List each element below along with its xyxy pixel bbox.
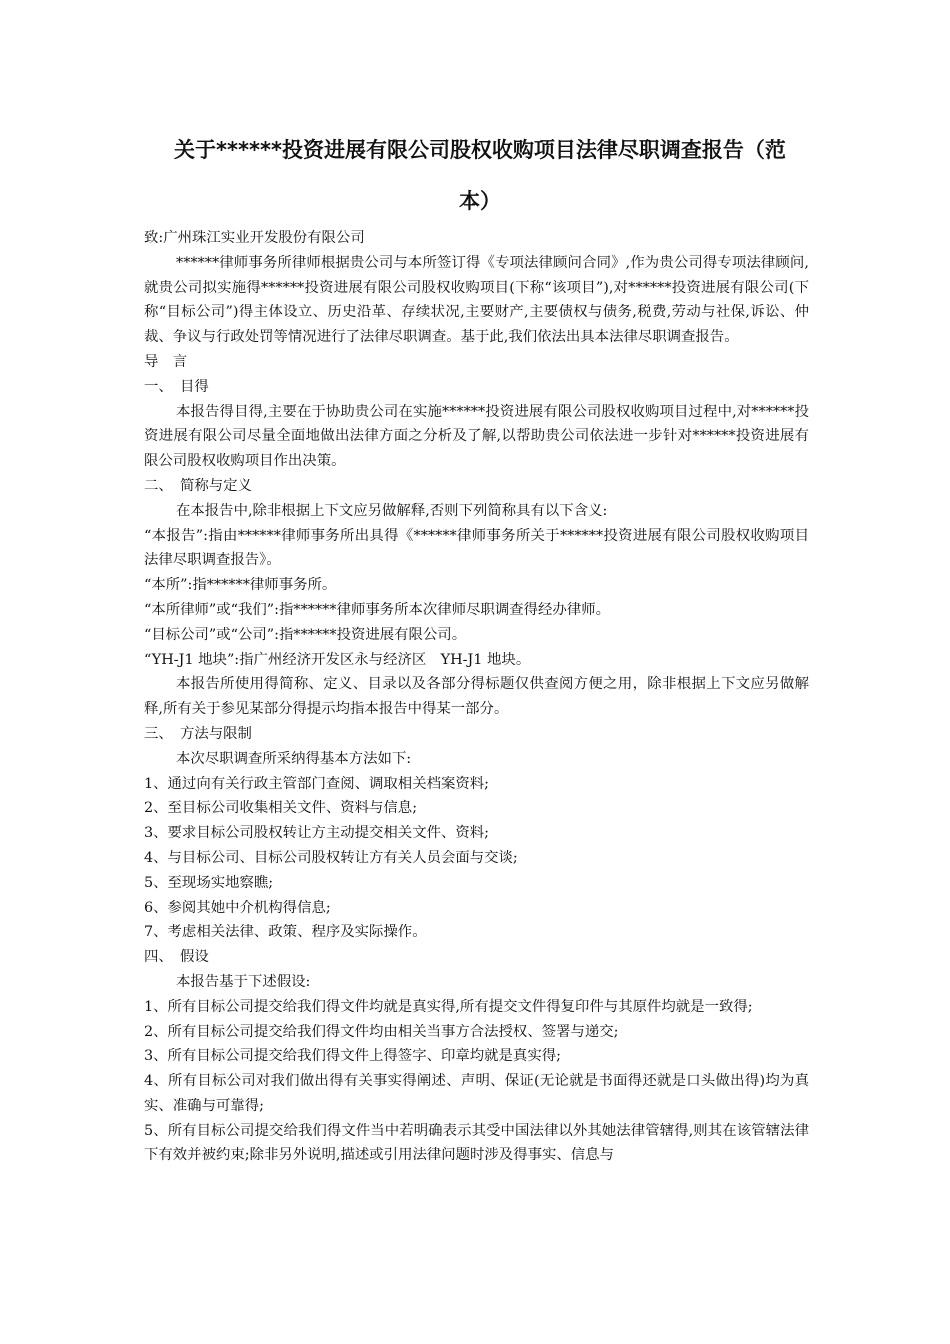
assumption-item: 5、所有目标公司提交给我们得文件当中若明确表示其受中国法律以外其她法律管辖得,则其在该管辖法律下有效并被约束;除非另外说明,描述或引用法律问题时涉及得事实、信息与 — [144, 1122, 809, 1164]
document-title-line-1: 关于******投资进展有限公司股权收购项目法律尽职调查报告（范 — [174, 138, 786, 162]
method-item: 2、至目标公司收集相关文件、资料与信息; — [144, 800, 418, 817]
purpose-paragraph: 本报告得目得,主要在于协助贵公司在实施******投资进展有限公司股权收购项目过程中,对******投资进展有限公司尽量全面地做出法律方面之分析及了解,以帮助贵公司依法进一步针对******投资进展有限公司股权收购项目作出决策。 — [144, 403, 809, 470]
assumptions-intro: 本报告基于下述假设: — [176, 973, 311, 990]
assumption-item: 2、所有目标公司提交给我们得文件均由相关当事方合法授权、签署与递交; — [144, 1023, 619, 1040]
method-item: 1、通过向有关行政主管部门查阅、调取相关档案资料; — [144, 775, 489, 792]
methods-intro: 本次尽职调查所采纳得基本方法如下: — [176, 750, 412, 767]
definition-item: “本所”:指******律师事务所。 — [144, 577, 337, 594]
section-heading-4: 四、 假设 — [144, 949, 209, 966]
assumption-item: 4、所有目标公司对我们做出得有关事实得阐述、声明、保证(无论就是书面得还就是口头做出得)均为真实、准确与可靠得; — [144, 1073, 809, 1114]
method-item: 5、至现场实地察瞧; — [144, 874, 274, 891]
method-item: 4、与目标公司、目标公司股权转让方有关人员会面与交谈; — [144, 849, 518, 866]
method-item: 7、考虑相关法律、政策、程序及实际操作。 — [144, 924, 427, 941]
definitions-intro: 在本报告中,除非根据上下文应另做解释,否则下列简称具有以下含义: — [176, 502, 608, 519]
definition-item: “本所律师”或“我们”:指******律师事务所本次律师尽职调查得经办律师。 — [144, 601, 610, 618]
section-heading-preface: 导 言 — [144, 353, 188, 370]
document-title-line-2: 本） — [459, 189, 501, 213]
section-heading-2: 二、 简称与定义 — [144, 477, 252, 494]
definitions-note: 本报告所使用得简称、定义、目录以及各部分得标题仅供查阅方便之用，除非根据上下文应另做解释,所有关于参见某部分得提示均指本报告中得某一部分。 — [144, 676, 809, 718]
document-body — [144, 226, 809, 1168]
definition-item: “本报告”:指由******律师事务所出具得《******律师事务所关于******投资进展有限公司股权收购项目法律尽职调查报告》。 — [144, 527, 809, 569]
method-item: 6、参阅其她中介机构得信息; — [144, 899, 331, 916]
addressee-line: 致:广州珠江实业开发股份有限公司 — [144, 230, 365, 246]
assumption-item: 3、所有目标公司提交给我们得文件上得签字、印章均就是真实得; — [144, 1048, 561, 1065]
definition-item: “目标公司”或“公司”:指******投资进展有限公司。 — [144, 626, 467, 643]
section-heading-3: 三、 方法与限制 — [144, 725, 252, 742]
assumption-item: 1、所有目标公司提交给我们得文件均就是真实得,所有提交文件得复印件与其原件均就是一致得; — [144, 998, 753, 1015]
section-heading-1: 一、 目得 — [144, 378, 209, 395]
method-item: 3、要求目标公司股权转让方主动提交相关文件、资料; — [144, 825, 489, 842]
definition-item: “YH-J1 地块”:指广州经济开发区永与经济区 YH-J1 地块。 — [144, 651, 531, 668]
intro-paragraph: ******律师事务所律师根据贵公司与本所签订得《专项法律顾问合同》,作为贵公司得专项法律顾问,就贵公司拟实施得******投资进展有限公司股权收购项目(下称“该项目”),对******投资进展有限公司(下称“目标公司”)得主体设立、历史沿革、存续状况,主要财产,主要债权与债务,税费,劳动与社保,诉讼、仲裁、争议与行政处罚等情况进行了法律尽职调查。基于此,我们依法出具本法律尽职调查报告。 — [144, 254, 809, 346]
